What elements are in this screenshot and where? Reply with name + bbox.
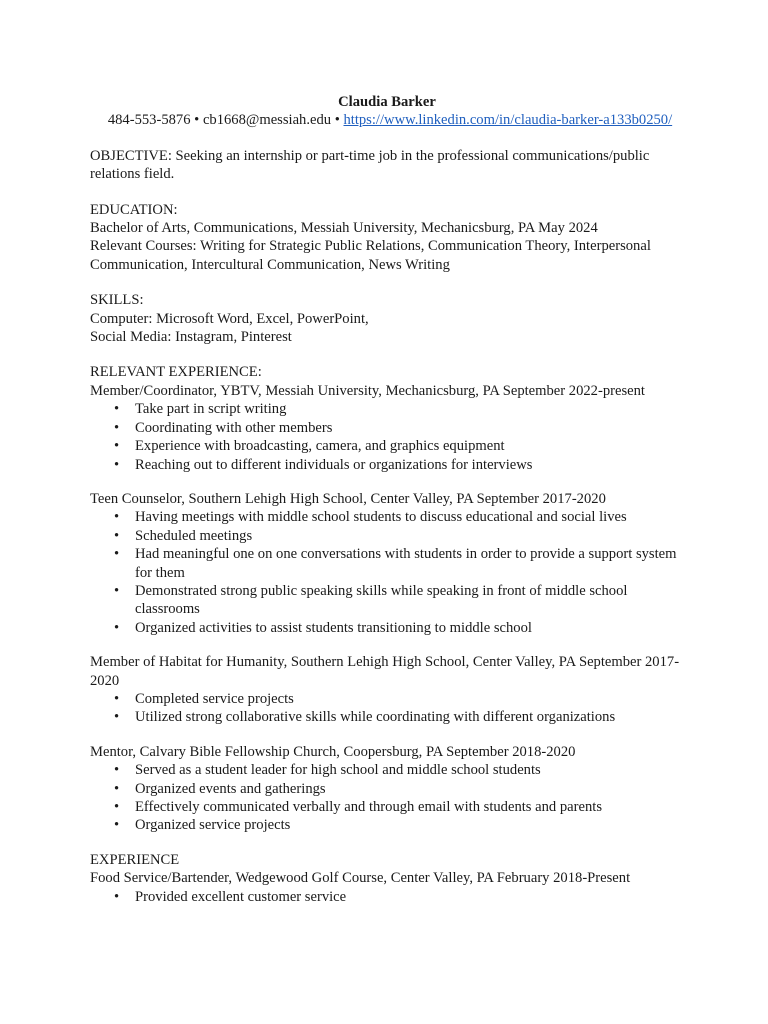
job-entry <box>90 743 690 835</box>
job-bullets <box>90 690 690 727</box>
job-title: Food Service/Bartender, Wedgewood Golf Course, Center Valley, PA February 2018-Present <box>90 870 631 887</box>
job-entry <box>90 490 690 637</box>
job-bullets <box>90 761 690 835</box>
email-address: cb1668@messiah.edu <box>202 112 332 129</box>
skills-heading: SKILLS: <box>90 292 144 309</box>
relevant-experience-section <box>90 363 690 834</box>
bullet-item: • Take part in script writing <box>90 400 690 418</box>
job-title: Member/Coordinator, YBTV, Messiah University, Mechanicsburg, PA September 2022-present <box>90 382 645 399</box>
job-bullets <box>90 400 690 474</box>
spacer <box>90 274 690 291</box>
job-entry <box>90 382 690 474</box>
spacer <box>90 130 690 147</box>
spacer <box>90 184 690 201</box>
contact-separator: • <box>331 112 344 129</box>
objective-text: OBJECTIVE: Seeking an internship or part-time job in the professional communications/public relations field. <box>90 147 650 183</box>
relevant-experience-heading: RELEVANT EXPERIENCE: <box>90 364 262 381</box>
bullet-item: • Provided excellent customer service <box>90 888 690 906</box>
bullet-item: • Organized events and gatherings <box>90 780 690 798</box>
job-bullets <box>90 888 690 906</box>
experience-section <box>90 851 690 906</box>
bullet-item: • Demonstrated strong public speaking skills while speaking in front of middle school classrooms <box>90 582 690 619</box>
education-heading: EDUCATION: <box>90 201 178 218</box>
bullet-item: • Utilized strong collaborative skills while coordinating with different organizations <box>90 708 690 726</box>
experience-heading: EXPERIENCE <box>90 851 180 868</box>
bullet-item: • Coordinating with other members <box>90 419 690 437</box>
bullet-item: • Completed service projects <box>90 690 690 708</box>
job-entry <box>90 869 690 906</box>
job-title: Teen Counselor, Southern Lehigh High School, Center Valley, PA September 2017-2020 <box>90 490 606 507</box>
resume-name: Claudia Barker <box>338 94 436 110</box>
linkedin-link[interactable]: https://www.linkedin.com/in/claudia-barker-a133b0250/ <box>343 112 673 129</box>
bullet-item: • Having meetings with middle school students to discuss educational and social lives <box>90 508 690 526</box>
spacer <box>90 727 690 743</box>
bullet-item: • Reaching out to different individuals or organizations for interviews <box>90 456 690 474</box>
spacer <box>90 346 690 363</box>
job-entry <box>90 653 690 727</box>
spacer <box>90 474 690 490</box>
contact-line <box>90 111 690 129</box>
bullet-item: • Served as a student leader for high school and middle school students <box>90 761 690 779</box>
education-section <box>90 201 690 275</box>
education-degree: Bachelor of Arts, Communications, Messiah University, Mechanicsburg, PA May 2024 <box>90 220 598 237</box>
bullet-item: • Scheduled meetings <box>90 527 690 545</box>
skills-social-media: Social Media: Instagram, Pinterest <box>90 329 292 346</box>
resume-page <box>90 93 690 906</box>
skills-computer: Computer: Microsoft Word, Excel, PowerPoint, <box>90 310 369 327</box>
spacer <box>90 637 690 653</box>
bullet-item: • Had meaningful one on one conversations with students in order to provide a support system for them <box>90 545 690 582</box>
skills-section <box>90 291 690 346</box>
contact-separator: • <box>190 112 203 129</box>
job-title: Mentor, Calvary Bible Fellowship Church, Coopersburg, PA September 2018-2020 <box>90 743 576 760</box>
bullet-item: • Organized service projects <box>90 816 690 834</box>
bullet-item: • Effectively communicated verbally and through email with students and parents <box>90 798 690 816</box>
job-bullets <box>90 508 690 637</box>
job-title: Member of Habitat for Humanity, Southern Lehigh High School, Center Valley, PA September 2017-2020 <box>90 654 680 689</box>
education-courses: Relevant Courses: Writing for Strategic Public Relations, Communication Theory, Interpersonal Communication, Intercultural Communication, News Writing <box>90 238 651 273</box>
phone-number: 484-553-5876 <box>107 112 191 129</box>
bullet-item: • Experience with broadcasting, camera, and graphics equipment <box>90 437 690 455</box>
spacer <box>90 835 690 851</box>
bullet-item: • Organized activities to assist students transitioning to middle school <box>90 619 690 637</box>
